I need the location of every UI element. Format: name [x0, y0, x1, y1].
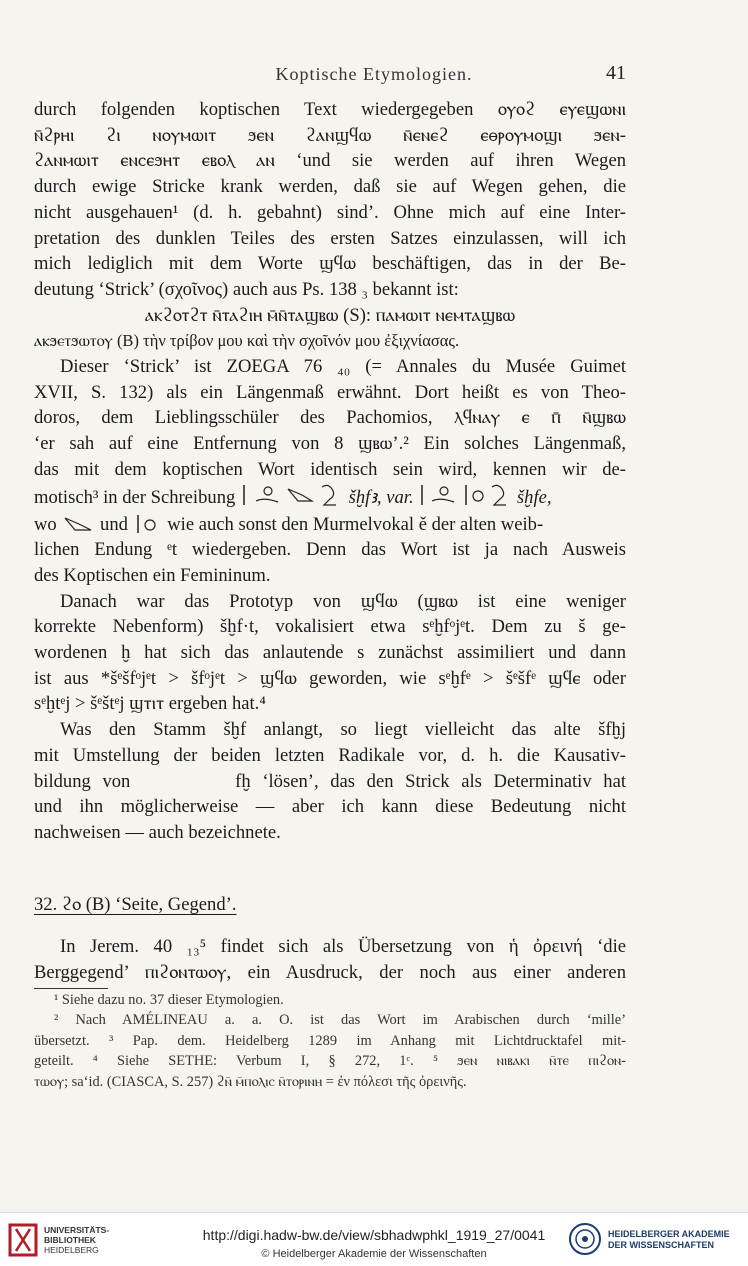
- academy-name: HEIDELBERGER AKADEMIE DER WISSENSCHAFTEN: [608, 1229, 730, 1250]
- footnote-line: übersetzt. ³ Pap. dem. Heidelberg 1289 im Anhang mit Lichtdrucktafel mit-: [34, 1032, 626, 1049]
- text-line: ⲛ̄ϩⲣⲏⲓ ϩⲓ ⲛⲟⲩⲙⲱⲓⲧ ϧⲉⲛ ϩⲁⲛϣϥⲱ ⲛ̄ⲉⲛⲉϩ ⲉⲑⲣⲟⲩⲙⲟϣⲓ ϧⲉⲛ-: [34, 124, 626, 146]
- text-line: ‘er sah auf eine Entfernung von 8 ϣⲃⲱ’.² Ein solches Längenmaß,: [34, 433, 626, 455]
- text-line: mit Umstellung der beiden letzten Radikale vor, d. h. die Kausativ-: [34, 744, 626, 766]
- copyright-notice: © Heidelberger Akademie der Wissenschaften: [261, 1248, 487, 1260]
- text-line: nicht ausgehauen¹ (d. h. gebahnt) sind’. Ohne mich auf eine Inter-: [34, 201, 626, 223]
- section-heading: 32. ϩⲟ (B) ‘Seite, Gegend’.: [34, 894, 237, 915]
- text-line: wordenen ḫ hat sich das anlautende s zunächst assimiliert und dann: [34, 642, 626, 664]
- hieroglyph-line: motisch³ in der Schreibung šḫfꜣ, var. šḫfe,: [34, 483, 626, 512]
- text-line: des Koptischen ein Femininum.: [34, 564, 271, 586]
- text-line: XVII, S. 132) als ein Längenmaß erwähnt. Dort heißt es von Theo-: [34, 381, 626, 403]
- section-text: [34, 934, 626, 985]
- text-line: nachweisen — auch bezeichnete.: [34, 821, 281, 843]
- text-line: mich lediglich mit dem Worte ϣϥⲱ beschäftigen, das in der Be-: [34, 253, 626, 275]
- coptic-quote-line: ⲁⲕϩⲟⲧϩⲧ ⲛ̄ⲧⲁϩⲓⲏ ⲙ̄ⲛ̄ⲧⲁϣⲃⲱ (S): ⲡⲁⲙⲱⲓⲧ ⲛⲉⲙⲧⲁϣⲃⲱ: [144, 304, 516, 326]
- permalink-url[interactable]: http://digi.hadw-bw.de/view/sbhadwphkl_1919_27/0041: [202, 1227, 546, 1243]
- text-line: lichen Endung ᵉt wiedergeben. Denn das Wort ist ja nach Ausweis: [34, 539, 626, 561]
- hieroglyph-sign-group-icon: [242, 483, 342, 507]
- footnote-line: ⲧⲱⲟⲩ; sa‘id. (CIASCA, S. 257) ϩⲛ̄ ⲙ̄ⲡⲟⲗⲓⲥ ⲛ̄ⲧⲟⲣⲓⲛⲏ = ἐν πόλεσι τῆς ὀρεινῆς.: [34, 1073, 467, 1090]
- text-line: ist aus *šᵉšfᵒjᵉt > šfᵒjᵉt > ϣϥⲱ geworden, wie sᵉḫfᵉ > šᵉšfᵉ ϣϥⲉ oder: [34, 667, 626, 689]
- text-line: durch ewige Stricke krank werden, daß sie auf Wegen gehen, die: [34, 176, 626, 198]
- text-line: pretation des dunklen Teiles des ersten Satzes einzulassen, will ich: [34, 227, 626, 249]
- text-line: In Jerem. 40 ₁₃⁵ findet sich als Übersetzung von ἡ ὀρεινή ‘die: [60, 936, 626, 957]
- main-text: [34, 97, 626, 846]
- hieroglyph-bird-icon: [63, 514, 93, 534]
- footnote-line: ¹ Siehe dazu no. 37 dieser Etymologien.: [54, 992, 284, 1008]
- text-line: deutung ‘Strick’ (σχοῖνος) auch aus Ps. 138 ₃ bekannt ist:: [34, 278, 459, 300]
- text-line: durch folgenden koptischen Text wiedergegeben ⲟⲩⲟϩ ⲉⲩⲉϣⲱⲛⲓ: [34, 99, 626, 120]
- text-line: korrekte Nebenform) šḫf·t, vokalisiert etwa sᵉḫfᵒjᵉt. Dem zu š ge-: [34, 616, 626, 638]
- text-line: sᵉḫtᵉj > šᵉštᵉj ϣⲧⲓⲧ ergeben hat.⁴: [34, 693, 266, 715]
- footnote-divider: [34, 988, 108, 989]
- text-line: ϩⲁⲛⲙⲱⲓⲧ ⲉⲛⲥⲉϧⲏⲧ ⲉⲃⲟⲗ ⲁⲛ ‘und sie werden auf ihren Wegen: [34, 150, 626, 172]
- university-library-name: UNIVERSITÄTS- BIBLIOTHEK HEIDELBERG: [44, 1225, 110, 1255]
- text-line: und ihn möglicherweise — aber ich kann diese Bedeutung nicht: [34, 796, 626, 818]
- footnote-line: geteilt. ⁴ Siehe SETHE: Verbum I, § 272, 1ᶜ. ⁵ ϧⲉⲛ ⲛⲓⲃⲁⲕⲓ ⲛ̄ⲧⲉ ⲡⲓϩⲟⲛ-: [34, 1053, 626, 1070]
- text-line: doros, dem Lieblingsschüler des Pachomios, ⲗϥⲛⲁⲩ ⲉ ⲡ̄ ⲛ̄ϣⲃⲱ: [34, 407, 626, 429]
- text-line: Was den Stamm šḫf anlangt, so liegt vielleicht das alte šfḫj: [60, 719, 626, 741]
- footer-bar: [0, 1212, 748, 1266]
- hieroglyph-line: wo und wie auch sonst den Murmelvokal ě der alten weib-: [34, 513, 544, 535]
- coptic-quote-line-b: ⲁⲕϧⲉⲧϧⲱⲧⲟⲩ (B) τὴν τρίβον μου καὶ τὴν σχοῖνόν μου ἐξιχνίασας.: [34, 331, 460, 351]
- academy-seal-icon: [568, 1222, 602, 1256]
- text-line: Dieser ‘Strick’ ist ZOEGA 76 ₄₀ (= Annales du Musée Guimet: [60, 356, 626, 378]
- text-line: bildung von fḫ ‘lösen’, das den Strick als Determinativ hat: [34, 770, 626, 792]
- footnotes: [34, 990, 626, 1092]
- footnote-line: ² Nach AMÉLINEAU a. a. O. ist das Wort im Arabischen durch ‘mille’: [54, 1012, 626, 1029]
- text-line: das mit dem koptischen Wort identisch sein wird, kennen wir de-: [34, 458, 626, 480]
- text-line: Danach war das Prototyp von ϣϥⲱ (ϣⲃⲱ ist eine weniger: [60, 590, 626, 612]
- hieroglyph-sign-group-variant-icon: [420, 483, 510, 507]
- hieroglyph-t-sign-icon: [135, 514, 161, 534]
- page-number: 41: [606, 62, 626, 84]
- text-line: Berggegend’ ⲡⲓϩⲟⲛⲧⲱⲟⲩ, ein Ausdruck, der noch aus einer anderen: [34, 961, 626, 983]
- running-title: Koptische Etymologien.: [275, 64, 473, 84]
